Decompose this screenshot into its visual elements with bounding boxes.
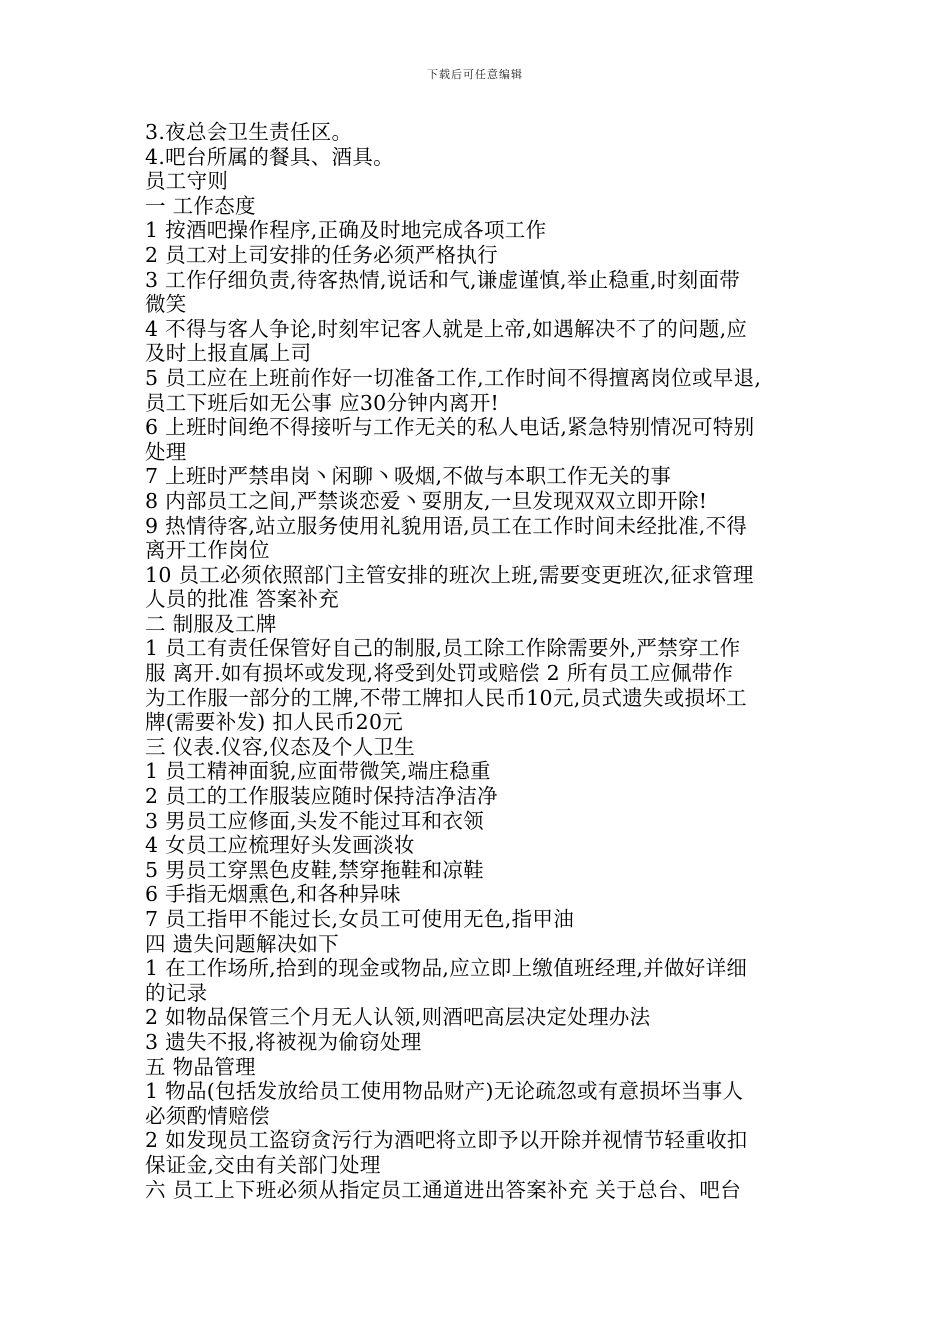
- text-line: 8 内部员工之间,严禁谈恋爱丶耍朋友,一旦发现双双立即开除!: [145, 488, 708, 513]
- text-line: 3 遗失不报,将被视为偷窃处理: [145, 1029, 422, 1054]
- page-header: 下载后可任意编辑: [427, 68, 523, 81]
- section-heading: 六 员工上下班必须从指定员工通道进出答案补充 关于总台、吧台: [145, 1177, 742, 1202]
- text-line: 5 男员工穿黑色皮鞋,禁穿拖鞋和凉鞋: [145, 857, 484, 882]
- text-line: 1 员工精神面貌,应面带微笑,端庄稳重: [145, 759, 491, 784]
- text-line: 保证金,交由有关部门处理: [145, 1152, 381, 1177]
- document-body: [145, 120, 817, 1202]
- text-line: 的记录: [145, 980, 208, 1005]
- text-line: 4 不得与客人争论,时刻牢记客人就是上帝,如遇解决不了的问题,应: [145, 316, 748, 341]
- section-heading: 二 制服及工牌: [145, 611, 277, 636]
- text-line: 6 上班时间绝不得接听与工作无关的私人电话,紧急特别情况可特别: [145, 415, 755, 440]
- text-line: 10 员工必须依照部门主管安排的班次上班,需要变更班次,征求管理: [145, 562, 754, 587]
- text-line: 1 员工有责任保管好自己的制服,员工除工作除需要外,严禁穿工作: [145, 636, 741, 661]
- text-line: 员工下班后如无公事 应30分钟内离开!: [145, 390, 500, 415]
- text-line: 2 员工对上司安排的任务必须严格执行: [145, 242, 498, 267]
- text-line: 4 女员工应梳理好头发画淡妆: [145, 833, 415, 858]
- text-line: 7 上班时严禁串岗丶闲聊丶吸烟,不做与本职工作无关的事: [145, 464, 672, 489]
- text-line: 5 员工应在上班前作好一切准备工作,工作时间不得擅离岗位或早退,: [145, 365, 762, 390]
- text-line: 1 在工作场所,拾到的现金或物品,应立即上缴值班经理,并做好详细: [145, 956, 748, 981]
- text-line: 3 男员工应修面,头发不能过耳和衣领: [145, 808, 484, 833]
- text-line: 6 手指无烟熏色,和各种异味: [145, 882, 401, 907]
- section-heading: 员工守则: [145, 169, 229, 194]
- text-line: 处理: [145, 439, 187, 464]
- text-line: 9 热情待客,站立服务使用礼貌用语,员工在工作时间未经批准,不得: [145, 513, 748, 538]
- text-line: 离开工作岗位: [145, 538, 270, 563]
- text-line: 牌(需要补发) 扣人民币20元: [145, 710, 404, 735]
- text-line: 3.夜总会卫生责任区。: [145, 120, 353, 144]
- section-heading: 三 仪表.仪容,仪态及个人卫生: [145, 734, 416, 759]
- text-line: 1 物品(包括发放给员工使用物品财产)无论疏忽或有意损坏当事人: [145, 1079, 744, 1104]
- text-line: 1 按酒吧操作程序,正确及时地完成各项工作: [145, 218, 547, 243]
- text-line: 2 如发现员工盗窃贪污行为酒吧将立即予以开除并视情节轻重收扣: [145, 1128, 748, 1153]
- text-line: 微笑: [145, 292, 187, 317]
- text-line: 为工作服一部分的工牌,不带工牌扣人民币10元,员式遗失或损坏工: [145, 685, 747, 710]
- text-line: 人员的批准 答案补充: [145, 587, 340, 612]
- text-line: 及时上报直属上司: [145, 341, 312, 366]
- section-heading: 四 遗失问题解决如下: [145, 931, 340, 956]
- text-line: 2 如物品保管三个月无人认领,则酒吧高层决定处理办法: [145, 1005, 651, 1030]
- section-heading: 一 工作态度: [145, 193, 256, 218]
- text-line: 3 工作仔细负责,待客热情,说话和气,谦虚谨慎,举止稳重,时刻面带: [145, 267, 741, 292]
- text-line: 服 离开.如有损坏或发现,将受到处罚或赔偿 2 所有员工应佩带作: [145, 661, 734, 686]
- text-line: 7 员工指甲不能过长,女员工可使用无色,指甲油: [145, 907, 574, 931]
- text-line: 2 员工的工作服装应随时保持洁净洁净: [145, 784, 498, 809]
- text-line: 4.吧台所属的餐具、酒具。: [145, 144, 394, 169]
- text-line: 必须酌情赔偿: [145, 1103, 270, 1128]
- section-heading: 五 物品管理: [145, 1054, 256, 1079]
